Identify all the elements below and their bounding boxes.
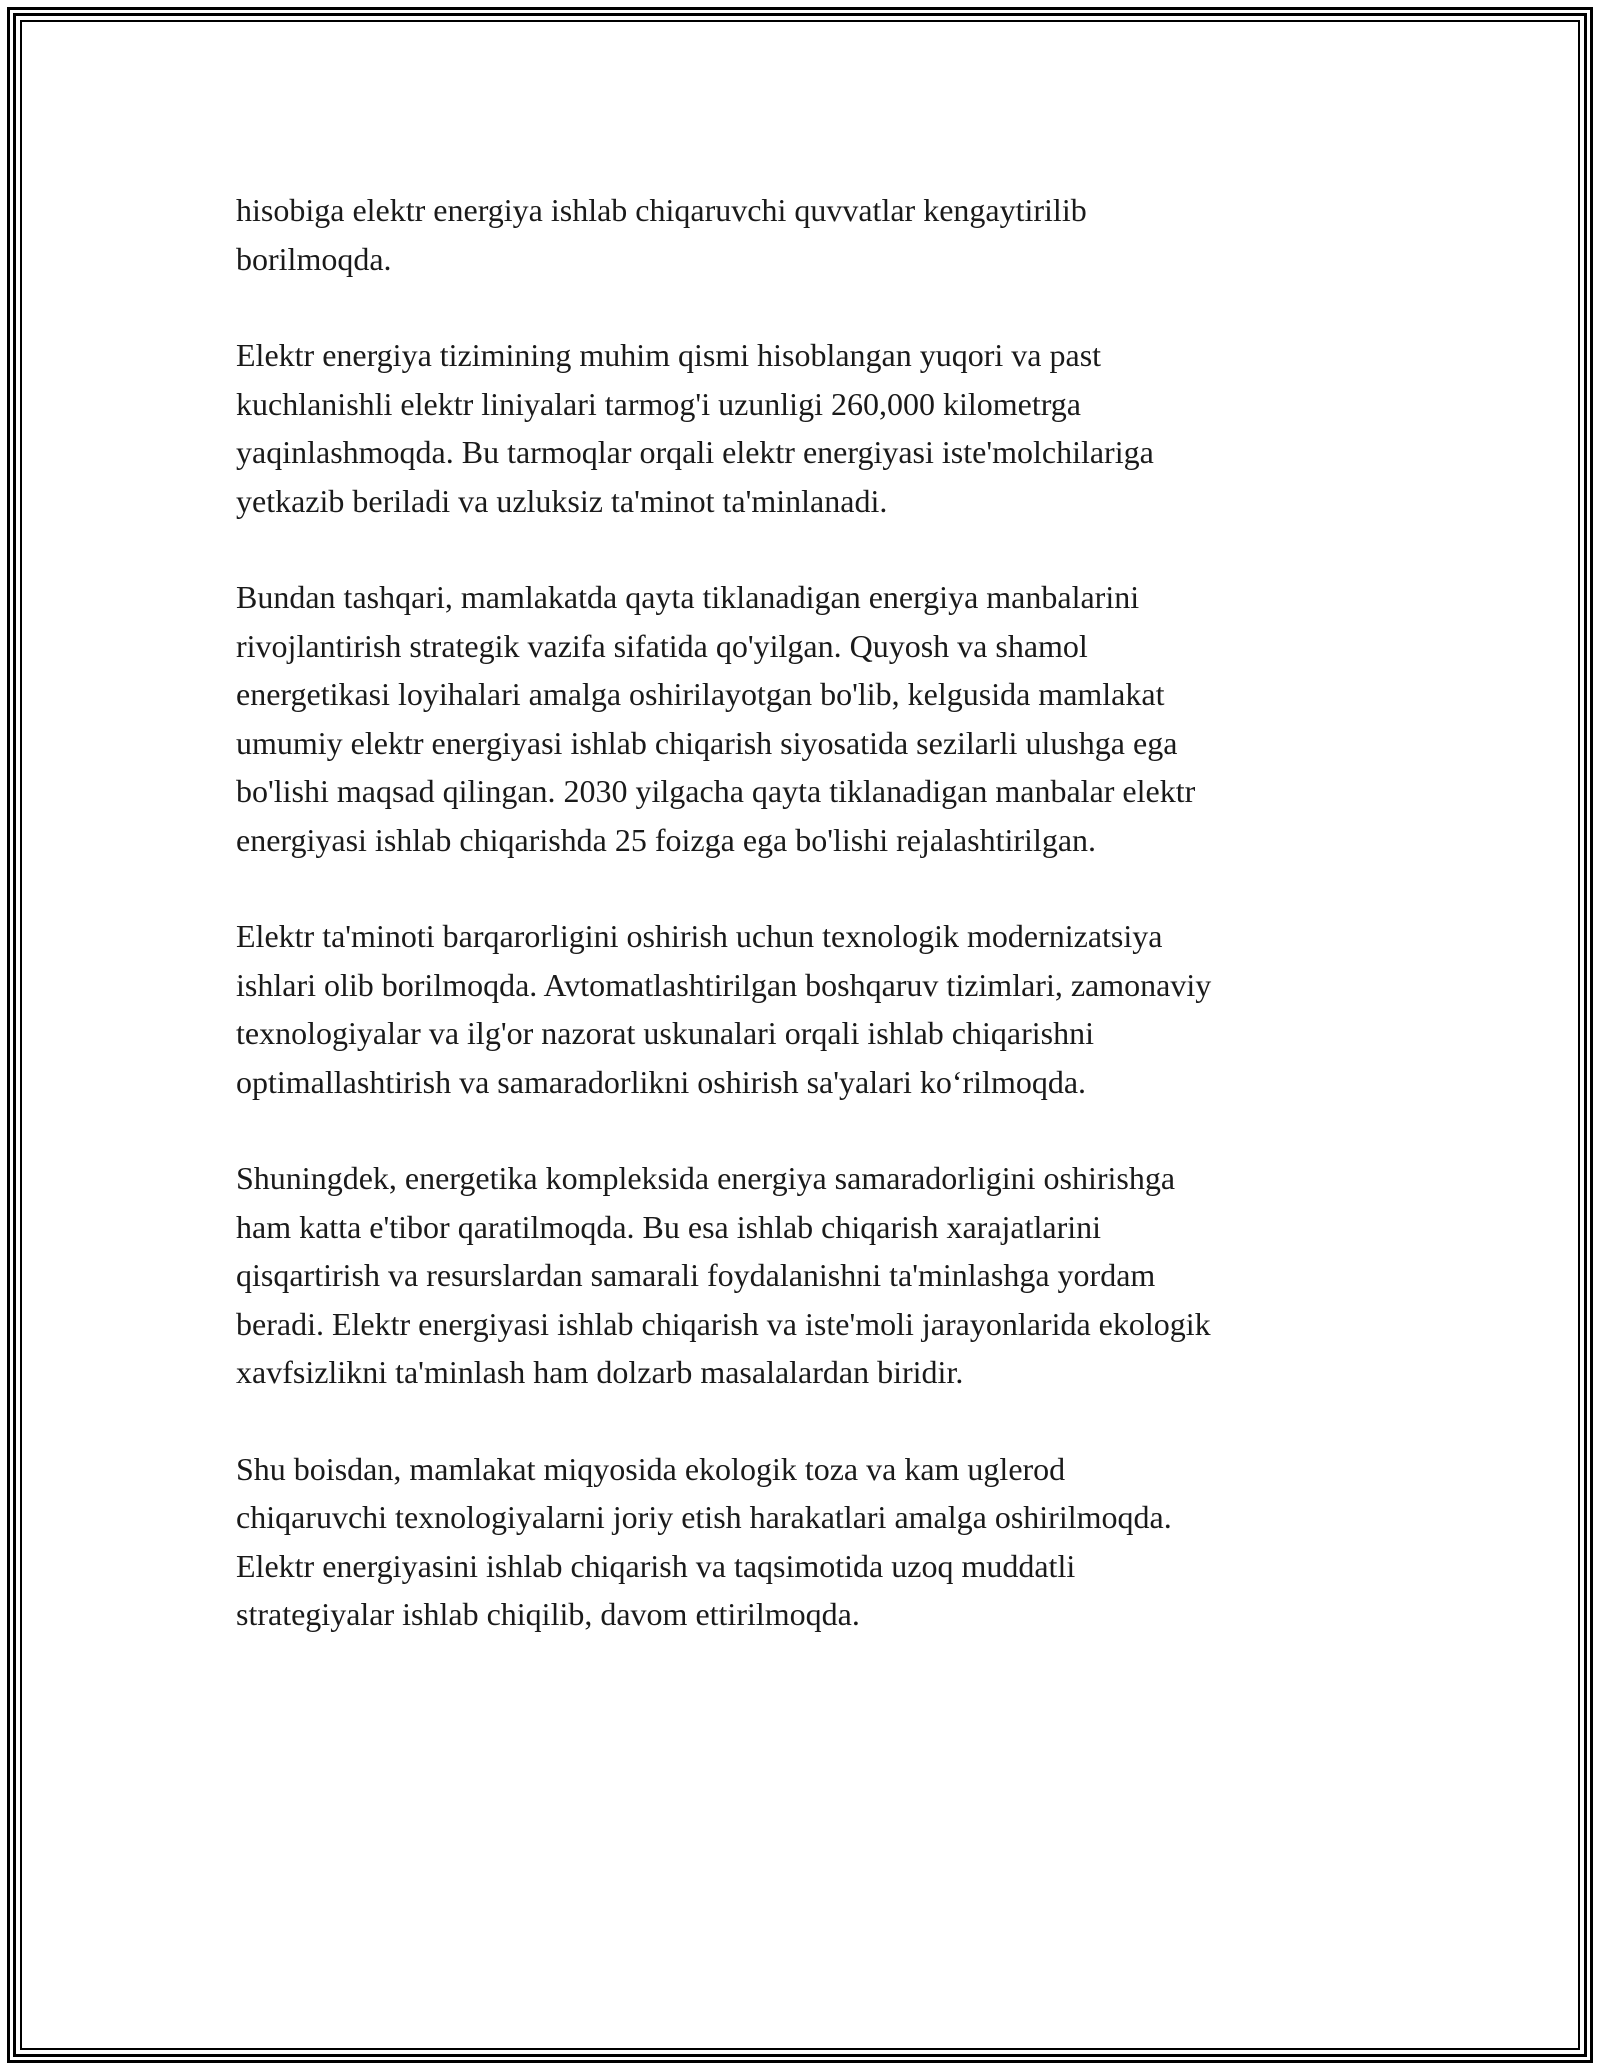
paragraph-4: Elektr ta'minoti barqarorligini oshirish uchun texnologik modernizatsiya ishlari olib borilmoqda. Avtomatlashtirilgan boshqaruv tizimlari, zamonaviy texnologiyalar va ilg'or nazorat uskunalari orqali ishlab chiqarishni optimallashtirish va samaradorlikni oshirish sa'yalari ko‘rilmoqda. [236,918,1212,1100]
paragraph-2: Elektr energiya tizimining muhim qismi hisoblangan yuqori va past kuchlanishli elektr liniyalari tarmog'i uzunligi 260,000 kilometrga yaqinlashmoqda. Bu tarmoqlar orqali elektr energiyasi iste'molchilariga yetkazib beriladi va uzluksiz ta'minot ta'minlanadi. [236,337,1154,519]
paragraph-6: Shu boisdan, mamlakat miqyosida ekologik toza va kam uglerod chiqaruvchi texnologiyalarni joriy etish harakatlari amalga oshirilmoqda. Elektr energiyasini ishlab chiqarish va taqsimotida uzoq muddatli strategiyalar ishlab chiqilib, davom ettirilmoqda. [236,1450,1172,1632]
paragraph-5: Shuningdek, energetika kompleksida energiya samaradorligini oshirishga ham katta e'tibor qaratilmoqda. Bu esa ishlab chiqarish xarajatlarini qisqartirish va resurslardan samarali foydalanishni ta'minlashga yordam beradi. Elektr energiyasi ishlab chiqarish va iste'moli jarayonlarida ekologik xavfsizlikni ta'minlash ham dolzarb masalalardan biridir. [236,1160,1211,1390]
paragraph-1: hisobiga elektr energiya ishlab chiqaruvchi quvvatlar kengaytirilib borilmoqda. [236,192,1087,277]
document-body [236,186,1386,1687]
paragraph-3: Bundan tashqari, mamlakatda qayta tiklanadigan energiya manbalarini rivojlantirish strategik vazifa sifatida qo'yilgan. Quyosh va shamol energetikasi loyihalari amalga oshirilayotgan bo'lib, kelgusida mamlakat umumiy elektr energiyasi ishlab chiqarish siyosatida sezilarli ulushga ega bo'lishi maqsad qilingan. 2030 yilgacha qayta tiklanadigan manbalar elektr energiyasi ishlab chiqarishda 25 foizga ega bo'lishi rejalashtirilgan. [236,579,1196,858]
